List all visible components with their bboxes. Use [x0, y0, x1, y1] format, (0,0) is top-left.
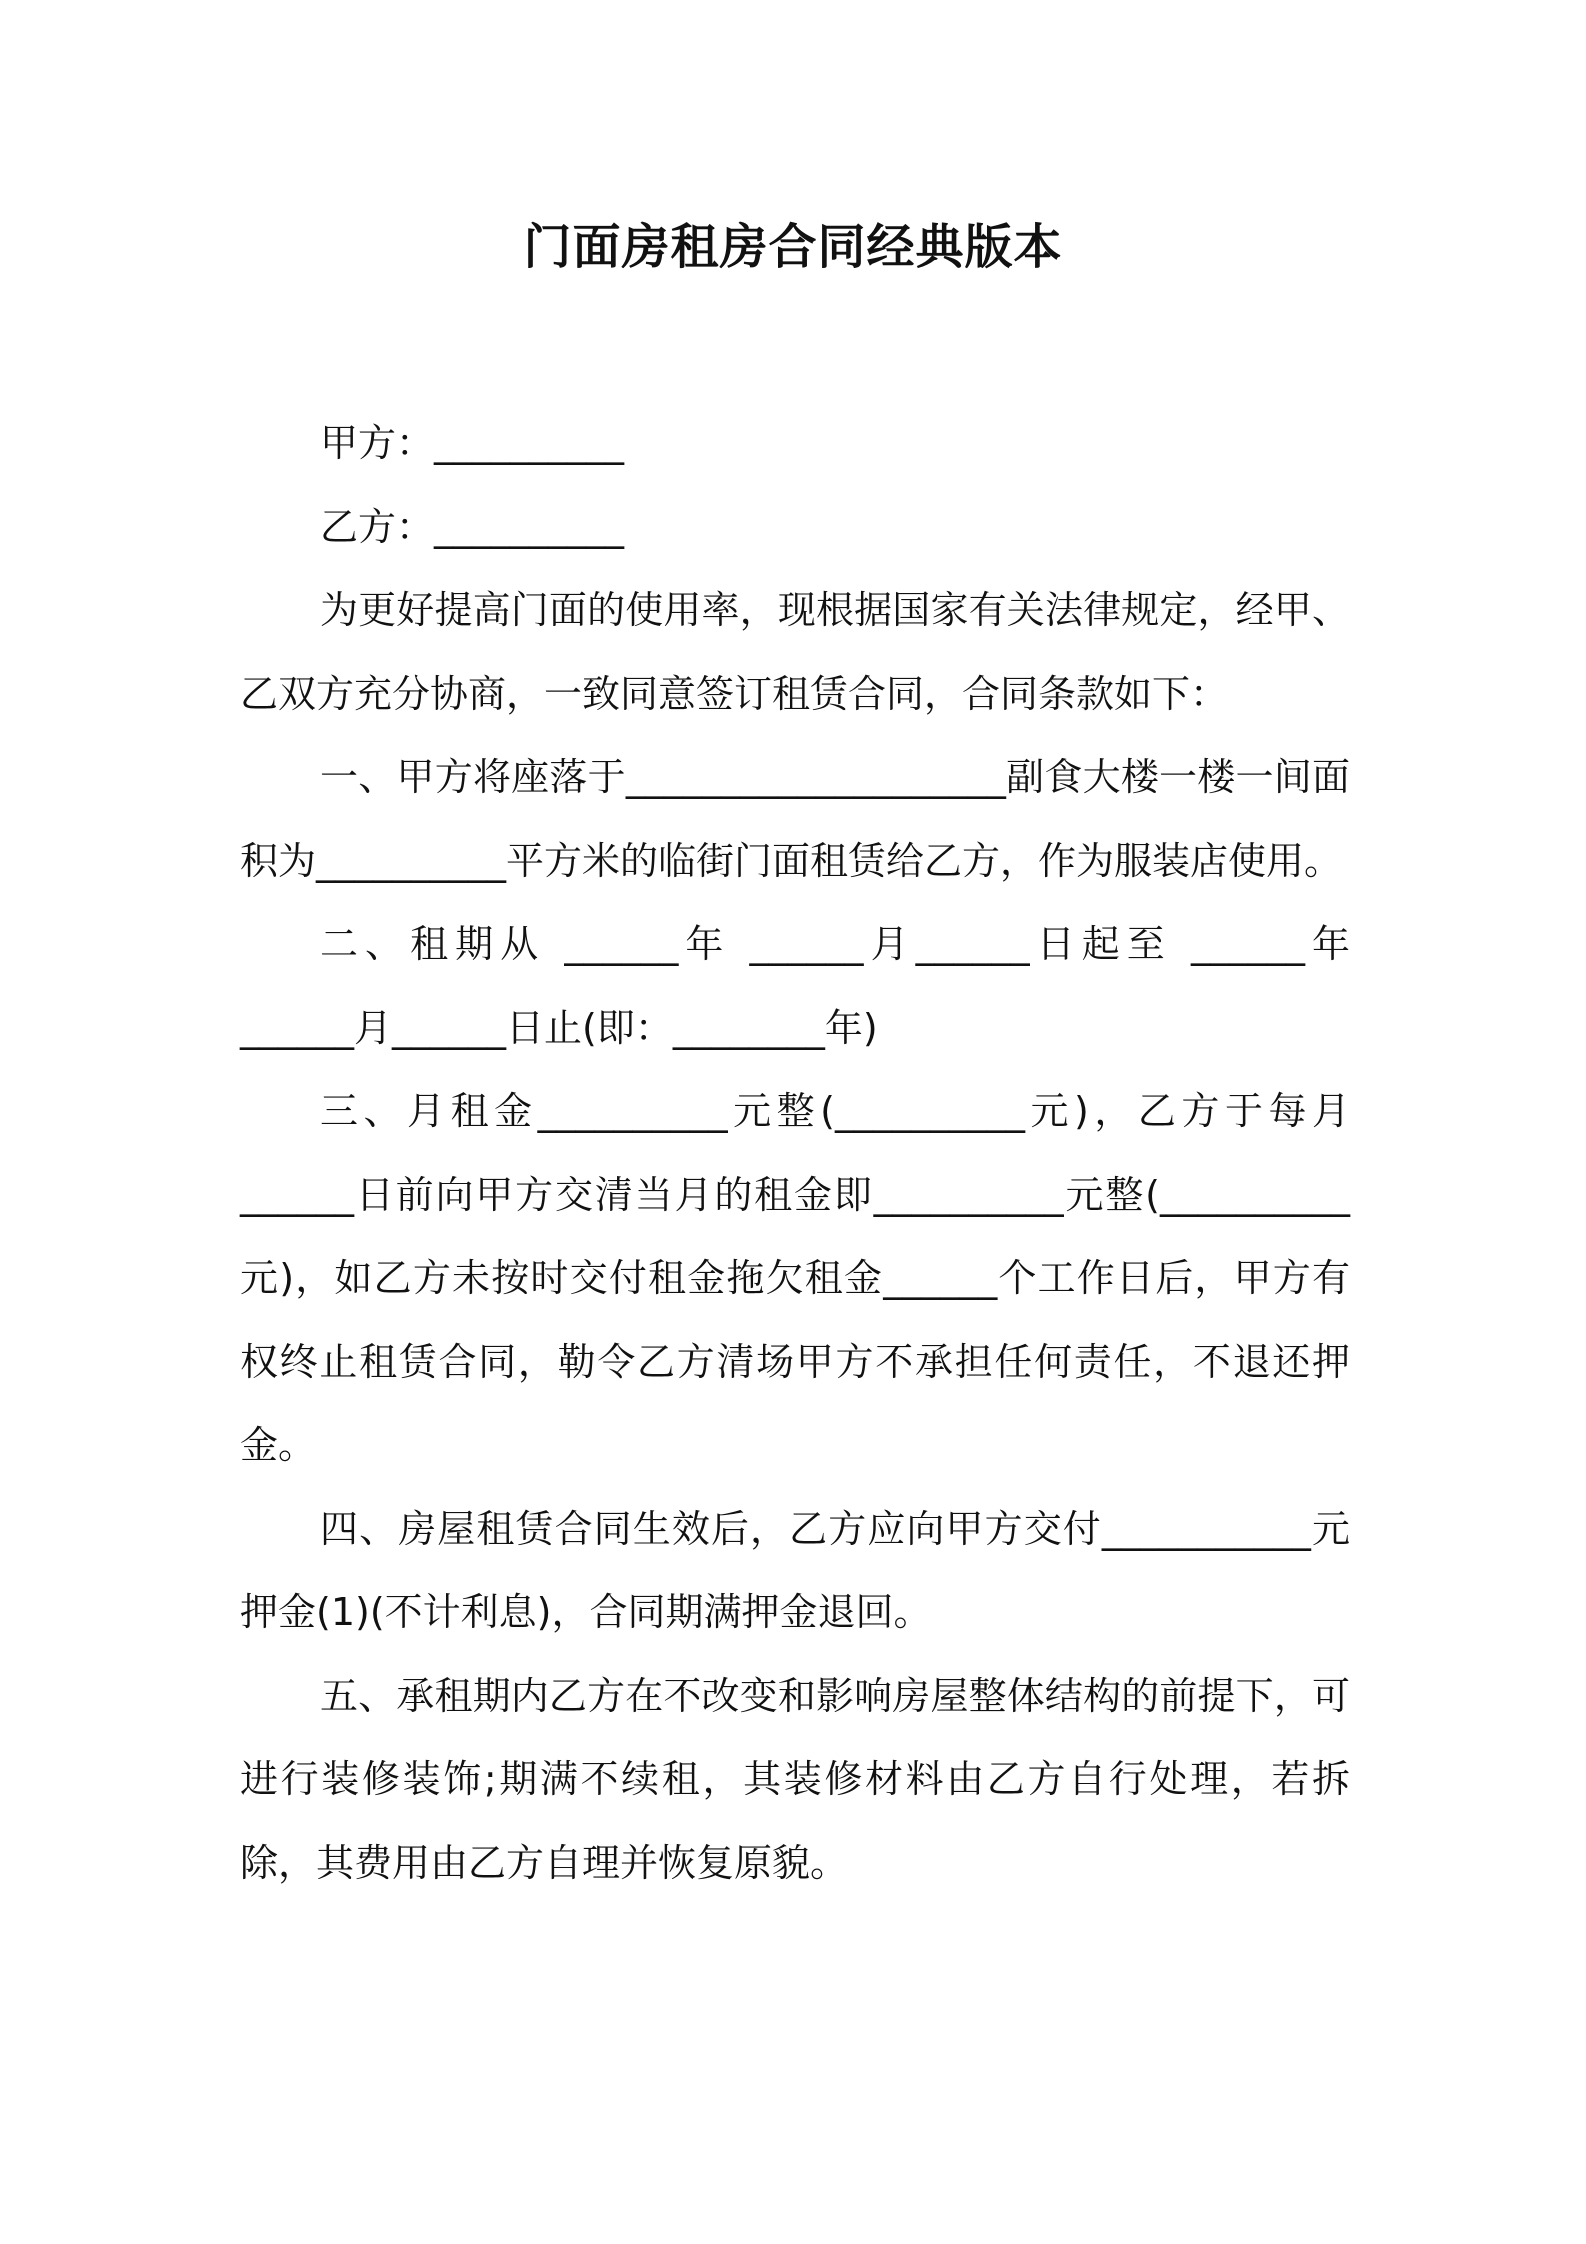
party-b-line: 乙方：__________: [320, 504, 625, 549]
clause-3: 三、月租金__________元整(__________元)，乙方于每月 ______日前向甲方交清当月的租金即__________元整(__________元)，如乙方未按时交付租金拖欠租金______个工作日后，甲方有权终止租赁合同，勒令乙方清场甲方不承担任何责任，不退还押金。: [240, 1089, 1350, 1467]
party-a-line: 甲方：__________: [320, 421, 625, 465]
document-body: [240, 402, 1350, 1905]
clause-2: 二、租期从 ______年 ______月______日起至 ______年 ______月______日止(即：________年): [240, 922, 1350, 1050]
clause-1: 一、甲方将座落于____________________副食大楼一楼一间面积为__________平方米的临街门面租赁给乙方，作为服装店使用。: [240, 755, 1350, 883]
document-title: 门面房租房合同经典版本: [523, 219, 1063, 275]
clause-5: 五、承租期内乙方在不改变和影响房屋整体结构的前提下，可进行装修装饰;期满不续租，其装修材料由乙方自行处理，若拆除，其费用由乙方自理并恢复原貌。: [240, 1673, 1350, 1885]
intro-paragraph: 为更好提高门面的使用率，现根据国家有关法律规定，经甲、乙双方充分协商，一致同意签订租赁合同，合同条款如下：: [240, 588, 1350, 716]
clause-4: 四、房屋租赁合同生效后，乙方应向甲方交付___________元押金(1)(不计利息)，合同期满押金退回。: [240, 1506, 1350, 1634]
